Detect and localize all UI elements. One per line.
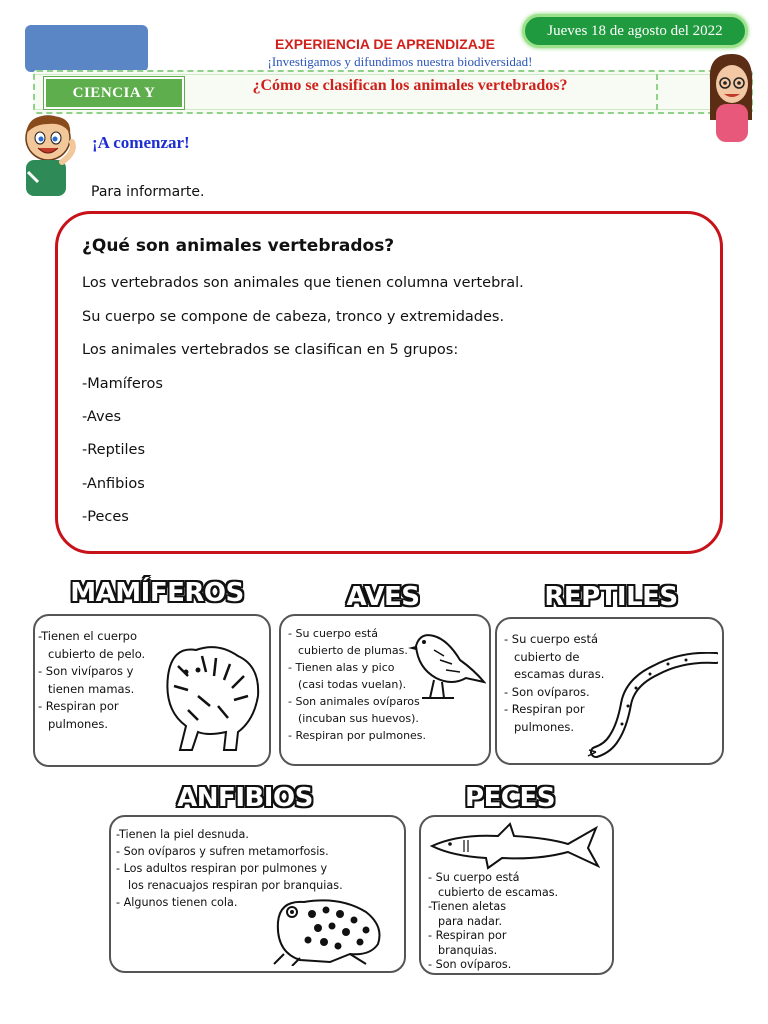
- shark-icon: [428, 822, 600, 872]
- info-line: -Peces: [82, 509, 129, 525]
- school-logo-placeholder: [25, 25, 148, 72]
- info-line: -Reptiles: [82, 442, 145, 458]
- info-line: Los vertebrados son animales que tienen columna vertebral.: [82, 275, 524, 291]
- mamiferos-title: MAMÍFEROS: [70, 578, 244, 608]
- info-line: -Anfibios: [82, 476, 145, 492]
- reptiles-text: - Su cuerpo está cubierto de escamas duras. - Son ovíparos. - Respiran por pulmones.: [504, 632, 605, 734]
- aves-text: - Su cuerpo está cubierto de plumas. - Tienen alas y pico (casi todas vuelan). - Son animales ovíparos (incuban sus huevos). - Respiran por pulmones.: [288, 627, 427, 742]
- reptiles-title: REPTILES: [544, 582, 678, 612]
- teacher-character-icon: [706, 50, 756, 142]
- tiger-icon: [158, 636, 264, 754]
- bird-icon: [404, 626, 486, 702]
- peces-text: - Su cuerpo está cubierto de escamas. -Tienen aletas para nadar. - Respiran por branquias. - Son ovíparos.: [428, 871, 559, 971]
- frog-icon: [270, 892, 388, 966]
- lesson-title: ¿Cómo se clasifican los animales vertebrados?: [252, 77, 568, 94]
- info-line: -Mamíferos: [82, 376, 163, 392]
- aves-title: AVES: [346, 582, 420, 612]
- boy-character-icon: [18, 112, 78, 198]
- anfibios-text: -Tienen la piel desnuda. - Son ovíparos y sufren metamorfosis. - Los adultos respiran por pulmones y los renacuajos respiran por branquias. - Algunos tienen cola.: [116, 828, 343, 909]
- snake-icon: [586, 652, 718, 758]
- experience-subtitle: ¡Investigamos y difundimos nuestra biodiversidad!: [267, 54, 533, 69]
- date-text: Jueves 18 de agosto del 2022: [547, 23, 723, 39]
- experience-title: EXPERIENCIA DE APRENDIZAJE: [275, 36, 495, 52]
- subject-tag: [44, 77, 184, 109]
- anfibios-title: ANFIBIOS: [177, 783, 313, 813]
- peces-title: PECES: [465, 783, 555, 813]
- banner-divider: [656, 74, 658, 110]
- subject-label: CIENCIA Y: [72, 85, 156, 101]
- info-line: -Aves: [82, 409, 122, 425]
- start-heading: ¡A comenzar!: [92, 133, 190, 152]
- info-line: Su cuerpo se compone de cabeza, tronco y extremidades.: [82, 309, 505, 325]
- info-label: Para informarte.: [91, 184, 205, 200]
- info-line: Los animales vertebrados se clasifican en 5 grupos:: [82, 342, 459, 358]
- info-question: ¿Qué son animales vertebrados?: [82, 236, 395, 256]
- mamiferos-text: -Tienen el cuerpo cubierto de pelo. - Son vivíparos y tienen mamas. - Respiran por pulmones.: [38, 629, 146, 731]
